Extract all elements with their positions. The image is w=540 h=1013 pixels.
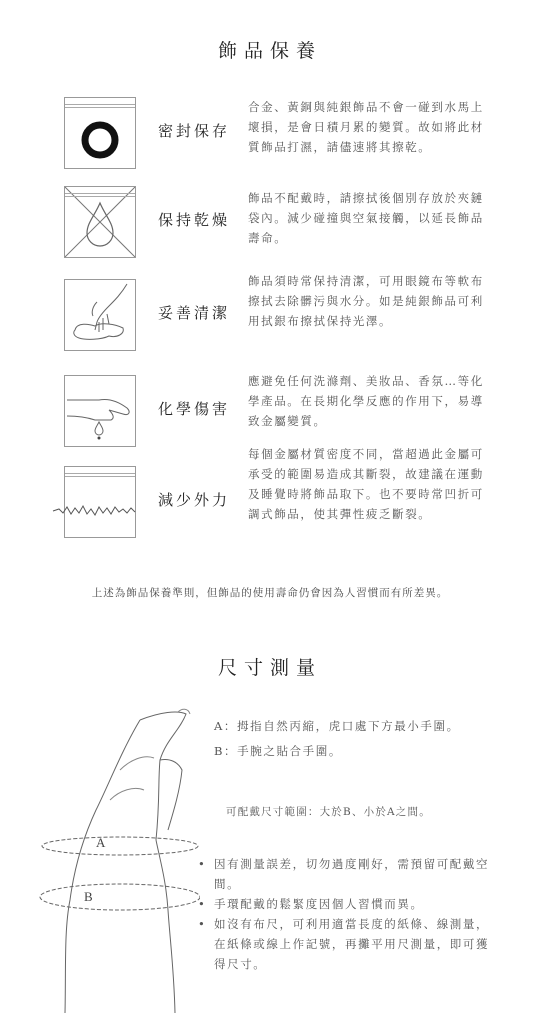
marker-b: B	[84, 889, 93, 904]
sealed-ring-icon	[64, 97, 136, 169]
bullet: •	[198, 897, 207, 911]
list-item: • 手環配戴的鬆緊度因個人習慣而異。	[198, 894, 498, 914]
care-item-force	[60, 447, 500, 542]
size-line-b: B：手腕之貼合手圍。	[214, 744, 342, 758]
size-notes	[198, 854, 498, 974]
hand-drop-icon	[64, 375, 136, 447]
water-drop-crossed-icon	[64, 186, 136, 258]
care-note: 上述為飾品保養準則，但飾品的使用壽命仍會因為人習慣而有所差異。	[91, 587, 449, 599]
care-item-desc: 每個金屬材質密度不同，當超過此金屬可承受的範圍易造成其斷裂，故建議在運動及睡覺時將飾品取下。也不要時常凹折可調式飾品，使其彈性疲乏斷裂。	[248, 447, 484, 521]
hand-wiping-icon	[64, 279, 136, 351]
bullet: •	[198, 857, 207, 871]
size-title: 尺寸測量	[217, 657, 322, 679]
care-item-label: 妥善清潔	[158, 304, 231, 322]
bullet: •	[198, 917, 207, 931]
care-item-desc: 飾品須時常保持清潔，可用眼鏡布等軟布擦拭去除髒污與水分。如是純銀飾品可利用拭銀布擦拭保持光澤。	[248, 274, 484, 328]
size-range: 可配戴尺寸範圍：大於B、小於A之間。	[226, 806, 431, 818]
wrist-illustration	[10, 700, 200, 1013]
care-item-label: 化學傷害	[158, 400, 231, 418]
list-item: • 因有測量誤差，切勿過度剛好，需預留可配戴空間。	[198, 854, 498, 894]
care-item-chemical	[60, 371, 500, 451]
care-item-clean	[60, 275, 500, 355]
care-item-desc: 應避免任何洗滌劑、美妝品、香氛…等化學產品。在長期化學反應的作用下，易導致金屬變質。	[248, 374, 484, 428]
broken-line-icon	[64, 466, 136, 538]
care-item-label: 保持乾燥	[158, 211, 231, 229]
care-item-sealed	[60, 93, 500, 173]
care-item-desc: 合金、黃銅與純銀飾品不會一碰到水馬上壞損，是會日積月累的變質。故如將此材質飾品打濕，請儘速將其擦乾。	[248, 100, 484, 154]
marker-a: A	[96, 835, 106, 850]
list-item: • 如沒有布尺，可利用適當長度的紙條、線測量，在紙條或線上作記號，再攤平用尺測量，即可獲得尺寸。	[198, 914, 498, 974]
size-line-a: A：拇指自然丙縮，虎口處下方最小手圍。	[214, 719, 460, 733]
care-title: 飾品保養	[217, 40, 322, 62]
care-item-label: 減少外力	[158, 491, 231, 509]
care-item-dry	[60, 182, 500, 262]
care-item-label: 密封保存	[158, 122, 231, 140]
care-item-desc: 飾品不配戴時，請擦拭後個別存放於夾鏈袋內。減少碰撞與空氣接觸，以延長飾品壽命。	[248, 191, 484, 245]
